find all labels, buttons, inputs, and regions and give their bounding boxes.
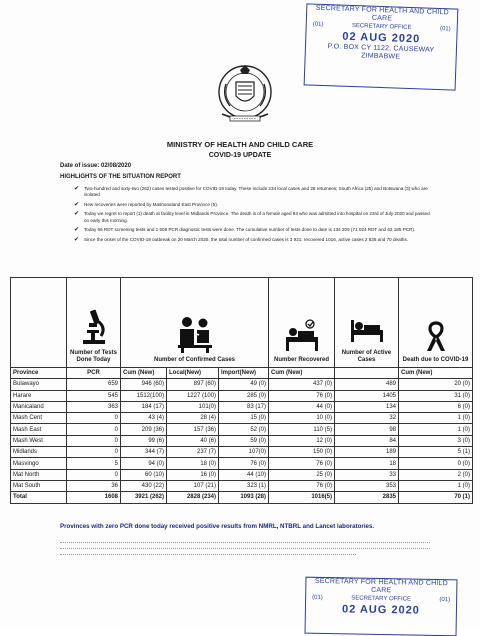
recovered-header-cell — [269, 278, 335, 368]
checkmark-icon: ✔ — [74, 211, 80, 218]
province-name-cell: Mat South — [11, 480, 67, 491]
value-cell: 76 (0) — [269, 458, 335, 469]
province-name-cell: Mash East — [11, 424, 67, 435]
column-header: PCR — [67, 368, 121, 379]
value-cell: 897 (60) — [167, 379, 219, 390]
table-group-header-row — [11, 278, 473, 368]
value-cell: 28 (4) — [167, 413, 219, 424]
table-row — [11, 480, 473, 491]
recovered-header-label: Number Recovered — [273, 357, 330, 363]
value-cell: 44 (0) — [269, 401, 335, 412]
value-cell: 5 (1) — [399, 447, 473, 458]
value-cell: 25 (0) — [269, 469, 335, 480]
value-cell: 209 (36) — [121, 424, 167, 435]
value-cell: 99 (6) — [121, 435, 167, 446]
value-cell: 76 (0) — [269, 480, 335, 491]
highlights-heading: HIGHLIGHTS OF THE SITUATION REPORT — [60, 174, 181, 180]
stamp-line-1: SECRETARY FOR HEALTH AND CHILD — [315, 4, 449, 17]
total-import: 1093 (28) — [219, 492, 269, 503]
secretary-stamp-top — [304, 3, 459, 90]
stamp-code-left: (01) — [312, 21, 324, 28]
value-cell: 323 (1) — [219, 480, 269, 491]
table-column-header-row — [11, 368, 473, 379]
stamp-code-right: (01) — [439, 597, 451, 604]
province-name-cell: Mash Cent — [11, 413, 67, 424]
confirmed-header-label: Number of Confirmed Cases — [153, 357, 235, 363]
value-cell: 6 (0) — [399, 401, 473, 412]
province-name-cell: Masvingo — [11, 458, 67, 469]
value-cell: 3 (0) — [399, 435, 473, 446]
value-cell: 363 — [67, 401, 121, 412]
active-header-label: Number of Active Cases — [341, 350, 392, 363]
value-cell: 489 — [335, 379, 399, 390]
value-cell: 1405 — [335, 390, 399, 401]
value-cell: 59 (0) — [219, 435, 269, 446]
province-name-cell: Manicaland — [11, 401, 67, 412]
value-cell: 1 (0) — [399, 480, 473, 491]
table-row — [11, 390, 473, 401]
value-cell: 285 (0) — [219, 390, 269, 401]
province-name-cell: Mash West — [11, 435, 67, 446]
value-cell: 52 (0) — [219, 424, 269, 435]
province-name-cell: Bulawayo — [11, 379, 67, 390]
value-cell: 0 — [67, 413, 121, 424]
province-name-cell: Harare — [11, 390, 67, 401]
value-cell: 157 (36) — [167, 424, 219, 435]
value-cell: 84 — [335, 435, 399, 446]
table-row — [11, 469, 473, 480]
value-cell: 946 (60) — [121, 379, 167, 390]
province-name-cell: Mat North — [11, 469, 67, 480]
table-row — [11, 424, 473, 435]
fine-print — [60, 538, 430, 556]
value-cell: 545 — [67, 390, 121, 401]
value-cell: 1512(100) — [121, 390, 167, 401]
tests-header-cell — [67, 278, 121, 368]
value-cell: 430 (22) — [121, 480, 167, 491]
value-cell: 1227 (100) — [167, 390, 219, 401]
value-cell: 18 — [335, 458, 399, 469]
tests-header-label: Number of Tests Done Today — [70, 350, 117, 363]
province-cases-table — [10, 277, 473, 504]
value-cell: 40 (6) — [167, 435, 219, 446]
table-total-row — [11, 492, 473, 503]
value-cell: 0 — [67, 435, 121, 446]
highlight-text: Since the onset of the COVID-19 outbreak on 20 March 2020, the total number of confirmed cases is 3 921; recovered 1016, active cases 2 835 and 70 deaths. — [84, 236, 409, 242]
value-cell: 1 (0) — [399, 413, 473, 424]
stamp-address-1: P.O. BOX CY 1122, CAUSEWAY — [327, 43, 435, 54]
highlight-item — [74, 186, 434, 198]
total-recovered: 1016(5) — [269, 492, 335, 503]
report-title: COVID-19 UPDATE — [208, 152, 272, 159]
value-cell: 0 (0) — [399, 458, 473, 469]
stamp-date: 02 AUG 2020 — [341, 603, 420, 617]
patient-doctor-icon — [175, 315, 215, 353]
stamp-date: 02 AUG 2020 — [342, 30, 421, 46]
value-cell: 76 (0) — [269, 390, 335, 401]
stamp-line-2: CARE — [371, 586, 392, 595]
value-cell: 344 (7) — [121, 447, 167, 458]
value-cell: 237 (7) — [167, 447, 219, 458]
highlight-item — [74, 227, 434, 233]
table-row — [11, 379, 473, 390]
value-cell: 134 — [335, 401, 399, 412]
highlight-text: Today 66 RDT screening tests and 1 608 PCR diagnostic tests were done. The cumulative number of tests done to date is 134 209 (71 024 RDT and 63 185 PCR). — [84, 227, 416, 233]
highlight-item — [74, 202, 434, 208]
hospital-bed-icon — [349, 316, 385, 346]
value-cell: 189 — [335, 447, 399, 458]
column-header: Cum (New) — [399, 368, 473, 379]
total-deaths: 70 (1) — [399, 492, 473, 503]
table-row — [11, 447, 473, 458]
value-cell: 83 (17) — [219, 401, 269, 412]
stamp-office: SECRETARY OFFICE — [351, 22, 412, 32]
recovered-patient-icon — [284, 319, 320, 353]
highlights-list — [74, 186, 434, 246]
column-header — [335, 368, 399, 379]
value-cell: 437 (0) — [269, 379, 335, 390]
total-active: 2835 — [335, 492, 399, 503]
checkmark-icon: ✔ — [74, 227, 80, 234]
value-cell: 12 (0) — [269, 435, 335, 446]
value-cell: 20 (0) — [399, 379, 473, 390]
stamp-address-2: ZIMBABWE — [361, 52, 401, 61]
value-cell: 5 — [67, 458, 121, 469]
value-cell: 2 (0) — [399, 469, 473, 480]
checkmark-icon: ✔ — [74, 186, 80, 192]
secretary-stamp-bottom — [305, 577, 458, 636]
value-cell: 659 — [67, 379, 121, 390]
value-cell: 0 — [67, 447, 121, 458]
value-cell: 1 (0) — [399, 424, 473, 435]
stamp-line-2: CARE — [371, 14, 393, 23]
value-cell: 15 (0) — [219, 413, 269, 424]
total-local: 2828 (234) — [167, 492, 219, 503]
stamp-line-1: SECRETARY FOR HEALTH AND CHILD — [314, 577, 449, 588]
value-cell: 16 (0) — [167, 469, 219, 480]
highlight-text: New recoveries were reported by Mashonaland East Province (5). — [84, 201, 219, 207]
value-cell: 94 (0) — [121, 458, 167, 469]
highlight-item — [74, 237, 434, 243]
column-header: Province — [11, 368, 67, 379]
stamp-office: SECRETARY OFFICE — [351, 595, 412, 603]
total-label: Total — [11, 492, 67, 503]
value-cell: 60 (10) — [121, 469, 167, 480]
empty-header-cell — [11, 278, 67, 368]
stamp-code-right: (01) — [439, 26, 451, 33]
value-cell: 107(0) — [219, 447, 269, 458]
value-cell: 150 (0) — [269, 447, 335, 458]
checkmark-icon: ✔ — [74, 236, 80, 243]
value-cell: 110 (5) — [269, 424, 335, 435]
highlight-text: Two-hundred and sixty-two (262) cases tested positive for COVID-19 today. These include 234 local cases and 28 returnees; South Africa (25) and Botswana (3) who are isolated. — [84, 186, 428, 198]
value-cell: 101(0) — [167, 401, 219, 412]
ministry-heading: MINISTRY OF HEALTH AND CHILD CARE — [166, 140, 314, 149]
death-header-cell — [399, 278, 473, 368]
table-row — [11, 413, 473, 424]
value-cell: 49 (0) — [219, 379, 269, 390]
column-header: Cum (New) — [269, 368, 335, 379]
total-confirmed-cum: 3921 (262) — [121, 492, 167, 503]
microscope-icon — [79, 308, 109, 346]
stamp-code-left: (01) — [312, 594, 323, 601]
confirmed-header-cell — [121, 278, 269, 368]
value-cell: 76 (0) — [219, 458, 269, 469]
checkmark-icon: ✔ — [74, 201, 80, 208]
highlight-item — [74, 211, 434, 223]
issue-date: Date of issue: 02/08/2020 — [60, 163, 132, 169]
footer-note: Provinces with zero PCR done today received positive results from NMRL, NTBRL and Lancet laboratories. — [60, 523, 375, 530]
table-row — [11, 458, 473, 469]
column-header: Local(New) — [167, 368, 219, 379]
value-cell: 0 — [67, 469, 121, 480]
value-cell: 107 (21) — [167, 480, 219, 491]
column-header: Cum (New) — [121, 368, 167, 379]
table-row — [11, 435, 473, 446]
value-cell: 98 — [335, 424, 399, 435]
value-cell: 353 — [335, 480, 399, 491]
value-cell: 32 — [335, 413, 399, 424]
value-cell: 10 (0) — [269, 413, 335, 424]
province-name-cell: Midlands — [11, 447, 67, 458]
highlight-text: Today we regret to report (1) death at facility level in Midlands Province. The death is of a female aged 93 who was admitted into hospital on 23rd of July 2020 and passed on early this morning. — [84, 211, 430, 223]
total-pcr: 1608 — [67, 492, 121, 503]
column-header: Import(New) — [219, 368, 269, 379]
value-cell: 36 — [67, 480, 121, 491]
value-cell: 18 (0) — [167, 458, 219, 469]
coat-of-arms — [212, 62, 278, 130]
table-row — [11, 401, 473, 412]
value-cell: 43 (4) — [121, 413, 167, 424]
value-cell: 33 — [335, 469, 399, 480]
value-cell: 184 (17) — [121, 401, 167, 412]
active-header-cell — [335, 278, 399, 368]
death-header-label: Death due to COVID-19 — [402, 357, 469, 363]
value-cell: 0 — [67, 424, 121, 435]
value-cell: 31 (0) — [399, 390, 473, 401]
value-cell: 44 (10) — [219, 469, 269, 480]
awareness-ribbon-icon — [424, 319, 448, 353]
